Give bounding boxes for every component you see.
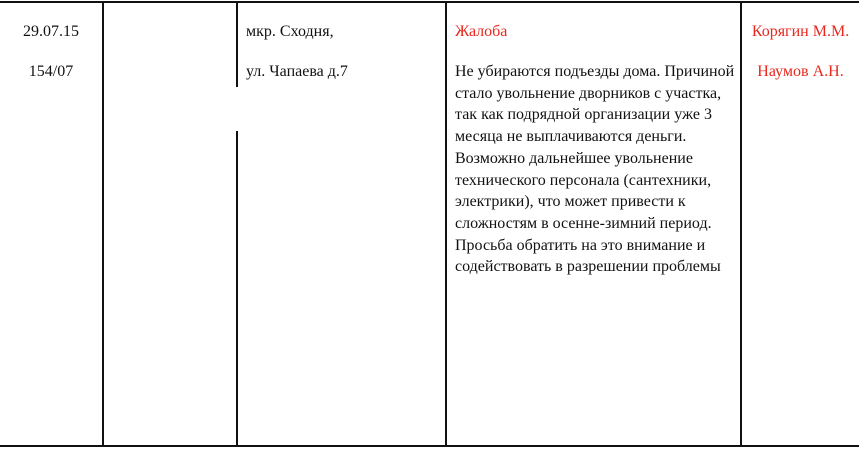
column-divider-3 <box>445 1 447 447</box>
record-type: Жалоба <box>455 23 508 40</box>
table-bottom-border <box>0 445 859 447</box>
record-date: 29.07.15 <box>23 23 79 40</box>
column-divider-2-lower <box>236 131 238 447</box>
address-street: ул. Чапаева д.7 <box>246 63 348 80</box>
column-divider-1 <box>102 1 104 447</box>
complaint-description: Не убираются подъезды дома. Причиной стало увольнение дворников с участка, так как подрядной организации уже 3 месяца не выплачиваются деньги. Возможно дальнейшее увольнение технического персонала (сантехники, электрики), что может привести к сложностям в осенне-зимний период. Просьба обратить на это внимание и содействовать в разрешении проблемы <box>455 63 735 276</box>
address-district: мкр. Сходня, <box>246 23 334 40</box>
record-number: 154/07 <box>28 63 74 80</box>
table-top-border <box>0 1 859 3</box>
responsible-secondary: Наумов А.Н. <box>757 63 844 80</box>
column-divider-2-upper <box>236 1 238 87</box>
responsible-primary: Корягин М.М. <box>751 23 850 40</box>
